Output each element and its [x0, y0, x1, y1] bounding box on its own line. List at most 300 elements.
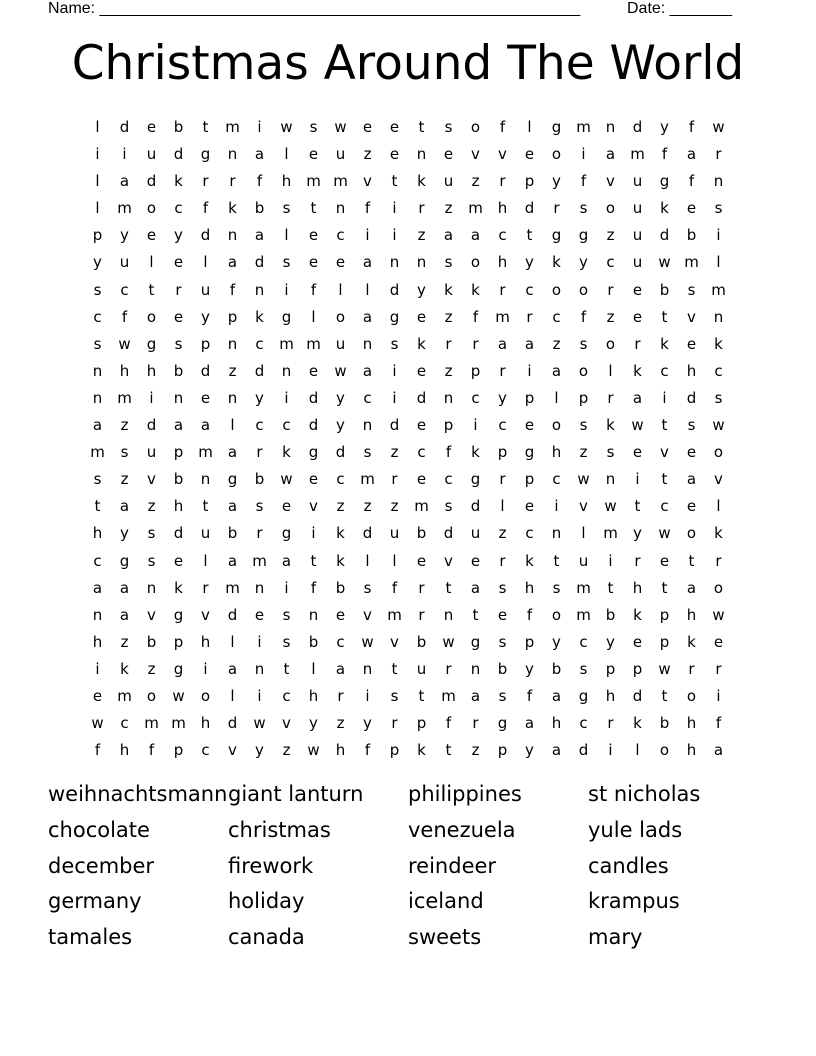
grid-letter: n	[470, 659, 481, 678]
word-bank-item: mary	[588, 925, 643, 950]
grid-letter: r	[715, 551, 722, 570]
grid-letter: k	[714, 524, 723, 543]
grid-letter: p	[173, 632, 184, 651]
grid-letter: g	[389, 307, 400, 326]
grid-letter: n	[713, 307, 724, 326]
grid-letter: d	[200, 226, 211, 245]
grid-letter: k	[417, 741, 426, 760]
grid-letter: f	[310, 280, 317, 299]
grid-letter: b	[146, 632, 157, 651]
grid-letter: p	[524, 470, 535, 489]
grid-letter: i	[284, 578, 289, 597]
grid-letter: f	[121, 307, 128, 326]
grid-letter: d	[389, 416, 400, 435]
grid-letter: e	[524, 145, 535, 164]
grid-letter: m	[387, 605, 402, 624]
grid-letter: i	[95, 145, 100, 164]
grid-letter: w	[334, 361, 347, 380]
grid-letter: i	[365, 226, 370, 245]
grid-letter: i	[284, 280, 289, 299]
grid-letter: g	[281, 307, 292, 326]
grid-letter: r	[418, 578, 425, 597]
grid-letter: l	[95, 199, 100, 218]
grid-letter: m	[306, 334, 321, 353]
grid-letter: l	[95, 172, 100, 191]
grid-letter: m	[684, 253, 699, 272]
grid-letter: l	[284, 226, 289, 245]
grid-letter: p	[173, 443, 184, 462]
grid-letter: l	[500, 497, 505, 516]
grid-letter: r	[256, 524, 263, 543]
grid-letter: i	[257, 118, 262, 136]
grid-letter: s	[282, 605, 291, 624]
word-bank-item: venezuela	[408, 817, 516, 842]
grid-letter: b	[497, 659, 508, 678]
grid-letter: d	[227, 605, 238, 624]
grid-letter: l	[365, 551, 370, 570]
grid-letter: s	[579, 416, 588, 435]
grid-letter: s	[282, 632, 291, 651]
grid-letter: n	[254, 659, 265, 678]
grid-letter: k	[471, 443, 480, 462]
grid-letter: f	[310, 578, 317, 597]
grid-letter: i	[122, 145, 127, 164]
grid-letter: o	[146, 199, 157, 218]
grid-letter: v	[714, 470, 723, 489]
grid-letter: e	[254, 605, 265, 624]
grid-letter: a	[497, 334, 508, 353]
grid-letter: h	[551, 714, 562, 733]
grid-letter: i	[392, 388, 397, 407]
grid-letter: i	[716, 686, 721, 705]
grid-letter: c	[579, 632, 588, 651]
grid-letter: o	[146, 686, 157, 705]
grid-letter: v	[471, 145, 480, 164]
grid-letter: t	[94, 497, 101, 516]
grid-letter: k	[552, 253, 561, 272]
word-bank-item: weihnachtsmann	[48, 782, 228, 806]
grid-letter: u	[632, 172, 643, 191]
grid-letter: k	[255, 307, 264, 326]
grid-letter: l	[365, 280, 370, 299]
grid-letter: d	[443, 524, 454, 543]
grid-letter: t	[661, 416, 668, 435]
grid-letter: d	[416, 388, 427, 407]
grid-letter: e	[416, 307, 427, 326]
word-bank	[48, 777, 768, 956]
grid-letter: o	[470, 118, 481, 136]
grid-letter: e	[659, 551, 670, 570]
grid-letter: r	[445, 659, 452, 678]
grid-letter: k	[633, 714, 642, 733]
grid-letter: k	[633, 361, 642, 380]
grid-letter: l	[338, 280, 343, 299]
word-bank-item: philippines	[408, 782, 522, 806]
grid-letter: a	[92, 416, 103, 435]
grid-letter: m	[576, 118, 591, 136]
grid-letter: z	[552, 334, 561, 353]
grid-letter: i	[608, 741, 613, 760]
grid-letter: s	[579, 199, 588, 218]
grid-letter: t	[283, 659, 290, 678]
grid-letter: a	[119, 605, 130, 624]
grid-letter: s	[714, 388, 723, 407]
grid-letter: b	[173, 470, 184, 489]
grid-letter: z	[444, 307, 453, 326]
grid-letter: n	[605, 470, 616, 489]
grid-letter: y	[606, 632, 615, 651]
grid-letter: u	[200, 524, 211, 543]
grid-letter: p	[227, 307, 238, 326]
grid-letter: b	[659, 714, 670, 733]
grid-letter: b	[308, 632, 319, 651]
grid-letter: p	[416, 714, 427, 733]
grid-letter: l	[608, 361, 613, 380]
grid-letter: s	[444, 253, 453, 272]
grid-letter: f	[445, 714, 452, 733]
grid-letter: v	[579, 497, 588, 516]
grid-letter: g	[659, 172, 670, 191]
grid-letter: e	[389, 118, 400, 136]
word-bank-item: chocolate	[48, 817, 150, 842]
grid-letter: n	[416, 145, 427, 164]
grid-letter: d	[200, 361, 211, 380]
grid-letter: e	[713, 632, 724, 651]
grid-letter: b	[173, 118, 184, 136]
grid-letter: b	[605, 605, 616, 624]
grid-letter: g	[497, 714, 508, 733]
grid-letter: o	[551, 416, 562, 435]
grid-letter: k	[633, 605, 642, 624]
grid-letter: h	[119, 361, 130, 380]
grid-letter: o	[686, 686, 697, 705]
grid-letter: r	[472, 334, 479, 353]
grid-letter: k	[174, 172, 183, 191]
grid-letter: s	[687, 416, 696, 435]
grid-letter: r	[202, 172, 209, 191]
grid-letter: y	[498, 388, 507, 407]
grid-letter: s	[120, 443, 129, 462]
grid-letter: c	[525, 280, 534, 299]
grid-letter: c	[363, 388, 372, 407]
grid-letter: t	[310, 551, 317, 570]
grid-letter: h	[92, 524, 103, 543]
grid-letter: a	[92, 578, 103, 597]
grid-letter: k	[714, 334, 723, 353]
grid-letter: m	[414, 497, 429, 516]
grid-letter: e	[308, 470, 319, 489]
grid-letter: u	[335, 145, 346, 164]
grid-letter: m	[198, 443, 213, 462]
grid-letter: l	[716, 497, 721, 516]
grid-letter: c	[579, 714, 588, 733]
grid-letter: g	[119, 551, 130, 570]
grid-letter: d	[362, 524, 373, 543]
grid-letter: g	[551, 118, 562, 136]
grid-letter: e	[173, 253, 184, 272]
grid-letter: h	[92, 632, 103, 651]
grid-letter: f	[94, 741, 101, 760]
grid-letter: a	[227, 659, 238, 678]
grid-letter: f	[688, 118, 695, 136]
grid-letter: v	[282, 714, 291, 733]
grid-letter: s	[390, 334, 399, 353]
grid-letter: z	[147, 497, 156, 516]
grid-letter: y	[120, 524, 129, 543]
grid-letter: a	[551, 741, 562, 760]
grid-letter: c	[336, 226, 345, 245]
grid-letter: s	[579, 334, 588, 353]
grid-letter: v	[309, 497, 318, 516]
grid-letter: p	[659, 605, 670, 624]
grid-letter: t	[661, 578, 668, 597]
grid-letter: g	[173, 605, 184, 624]
grid-letter: t	[202, 497, 209, 516]
grid-letter: u	[200, 280, 211, 299]
grid-letter: i	[149, 388, 154, 407]
grid-letter: p	[497, 443, 508, 462]
grid-letter: u	[119, 253, 130, 272]
grid-letter: d	[470, 497, 481, 516]
grid-letter: l	[230, 416, 235, 435]
grid-letter: e	[173, 307, 184, 326]
grid-letter: r	[418, 605, 425, 624]
grid-letter: e	[416, 416, 427, 435]
grid-letter: v	[363, 172, 372, 191]
grid-letter: w	[307, 741, 320, 760]
grid-letter: a	[119, 497, 130, 516]
grid-letter: f	[364, 199, 371, 218]
grid-letter: v	[444, 551, 453, 570]
grid-letter: s	[147, 524, 156, 543]
grid-letter: e	[443, 145, 454, 164]
grid-letter: c	[201, 741, 210, 760]
grid-letter: w	[604, 497, 617, 516]
grid-letter: n	[713, 172, 724, 191]
word-search-grid	[84, 114, 732, 764]
grid-letter: i	[392, 226, 397, 245]
grid-letter: r	[688, 659, 695, 678]
grid-letter: i	[257, 686, 262, 705]
grid-letter: f	[526, 605, 533, 624]
grid-letter: s	[255, 497, 264, 516]
grid-letter: t	[472, 605, 479, 624]
word-bank-item: christmas	[228, 817, 331, 842]
grid-letter: e	[173, 551, 184, 570]
grid-letter: f	[715, 714, 722, 733]
grid-letter: m	[117, 388, 132, 407]
word-bank-item: tamales	[48, 925, 133, 950]
grid-letter: a	[281, 551, 292, 570]
grid-letter: y	[255, 388, 264, 407]
grid-letter: b	[173, 361, 184, 380]
grid-letter: w	[334, 118, 347, 136]
grid-letter: e	[308, 226, 319, 245]
grid-letter: d	[632, 686, 643, 705]
grid-letter: r	[499, 361, 506, 380]
grid-letter: p	[200, 334, 211, 353]
grid-letter: r	[175, 280, 182, 299]
grid-letter: c	[498, 416, 507, 435]
grid-letter: n	[227, 145, 238, 164]
grid-letter: b	[659, 280, 670, 299]
grid-letter: e	[686, 497, 697, 516]
grid-letter: i	[554, 497, 559, 516]
grid-letter: c	[255, 334, 264, 353]
grid-letter: e	[308, 145, 319, 164]
grid-letter: m	[306, 172, 321, 191]
grid-letter: h	[497, 253, 508, 272]
grid-letter: e	[470, 551, 481, 570]
grid-letter: a	[200, 416, 211, 435]
grid-letter: m	[360, 470, 375, 489]
grid-letter: u	[632, 226, 643, 245]
grid-letter: y	[525, 741, 534, 760]
word-bank-item: krampus	[588, 889, 680, 914]
grid-letter: r	[499, 551, 506, 570]
grid-letter: v	[147, 470, 156, 489]
grid-letter: g	[524, 443, 535, 462]
grid-letter: h	[146, 361, 157, 380]
grid-letter: z	[363, 497, 372, 516]
grid-letter: d	[173, 145, 184, 164]
grid-letter: i	[581, 145, 586, 164]
grid-letter: h	[524, 578, 535, 597]
grid-letter: k	[660, 334, 669, 353]
grid-letter: v	[390, 632, 399, 651]
grid-letter: f	[688, 172, 695, 191]
grid-letter: p	[632, 659, 643, 678]
grid-letter: w	[577, 470, 590, 489]
grid-letter: l	[284, 145, 289, 164]
grid-letter: c	[174, 199, 183, 218]
grid-letter: h	[632, 578, 643, 597]
grid-letter: g	[281, 524, 292, 543]
grid-letter: t	[445, 578, 452, 597]
grid-letter: g	[578, 226, 589, 245]
word-bank-item: december	[48, 853, 155, 878]
grid-letter: l	[581, 524, 586, 543]
grid-letter: e	[686, 443, 697, 462]
word-bank-item: germany	[48, 889, 142, 914]
grid-letter: i	[284, 388, 289, 407]
grid-letter: v	[498, 145, 507, 164]
word-bank-item: candles	[588, 853, 669, 878]
grid-letter: e	[308, 361, 319, 380]
grid-letter: o	[200, 686, 211, 705]
grid-letter: c	[336, 470, 345, 489]
grid-letter: y	[417, 280, 426, 299]
grid-letter: k	[660, 199, 669, 218]
grid-letter: w	[280, 118, 293, 136]
grid-letter: s	[498, 632, 507, 651]
grid-letter: n	[254, 578, 265, 597]
grid-letter: t	[634, 497, 641, 516]
grid-letter: c	[336, 632, 345, 651]
grid-letter: k	[417, 172, 426, 191]
grid-letter: d	[389, 280, 400, 299]
grid-letter: c	[93, 551, 102, 570]
grid-letter: i	[365, 686, 370, 705]
page-title: Christmas Around The World	[71, 36, 745, 91]
grid-letter: l	[527, 118, 532, 136]
grid-letter: e	[632, 443, 643, 462]
grid-letter: s	[444, 497, 453, 516]
grid-letter: a	[632, 388, 643, 407]
grid-letter: t	[418, 118, 425, 136]
grid-letter: c	[498, 226, 507, 245]
grid-letter: g	[578, 686, 589, 705]
grid-letter: f	[364, 741, 371, 760]
grid-letter: f	[661, 145, 668, 164]
grid-letter: i	[716, 226, 721, 245]
grid-letter: h	[173, 497, 184, 516]
grid-letter: k	[417, 334, 426, 353]
grid-letter: c	[552, 470, 561, 489]
grid-letter: p	[659, 632, 670, 651]
grid-letter: d	[173, 524, 184, 543]
grid-letter: k	[228, 199, 237, 218]
grid-letter: g	[227, 470, 238, 489]
grid-letter: a	[254, 226, 265, 245]
grid-letter: a	[119, 578, 130, 597]
grid-letter: h	[497, 199, 508, 218]
grid-letter: l	[392, 551, 397, 570]
grid-letter: a	[551, 361, 562, 380]
grid-letter: g	[551, 226, 562, 245]
grid-letter: z	[120, 632, 129, 651]
grid-letter: n	[146, 578, 157, 597]
grid-letter: s	[93, 334, 102, 353]
grid-letter: f	[148, 741, 155, 760]
grid-letter: n	[389, 253, 400, 272]
grid-letter: h	[200, 632, 211, 651]
grid-letter: k	[444, 280, 453, 299]
grid-letter: y	[525, 659, 534, 678]
grid-letter: g	[470, 470, 481, 489]
grid-letter: u	[416, 659, 427, 678]
grid-letter: y	[93, 253, 102, 272]
grid-letter: c	[660, 361, 669, 380]
grid-letter: r	[634, 334, 641, 353]
grid-letter: w	[712, 605, 725, 624]
grid-letter: n	[227, 388, 238, 407]
word-bank-item: yule lads	[588, 817, 683, 842]
grid-letter: o	[686, 524, 697, 543]
grid-letter: r	[499, 280, 506, 299]
grid-letter: o	[605, 199, 616, 218]
grid-letter: m	[495, 307, 510, 326]
grid-letter: a	[362, 361, 373, 380]
grid-letter: l	[149, 253, 154, 272]
grid-letter: p	[524, 172, 535, 191]
grid-letter: o	[551, 145, 562, 164]
grid-letter: z	[498, 524, 507, 543]
grid-letter: b	[416, 524, 427, 543]
grid-letter: w	[442, 632, 455, 651]
grid-letter: s	[606, 443, 615, 462]
grid-letter: y	[552, 632, 561, 651]
grid-letter: k	[282, 443, 291, 462]
grid-letter: r	[472, 714, 479, 733]
grid-letter: z	[282, 741, 291, 760]
grid-letter: i	[635, 470, 640, 489]
grid-letter: v	[687, 307, 696, 326]
grid-letter: s	[147, 551, 156, 570]
grid-letter: c	[120, 714, 129, 733]
grid-letter: z	[417, 226, 426, 245]
grid-letter: s	[282, 253, 291, 272]
